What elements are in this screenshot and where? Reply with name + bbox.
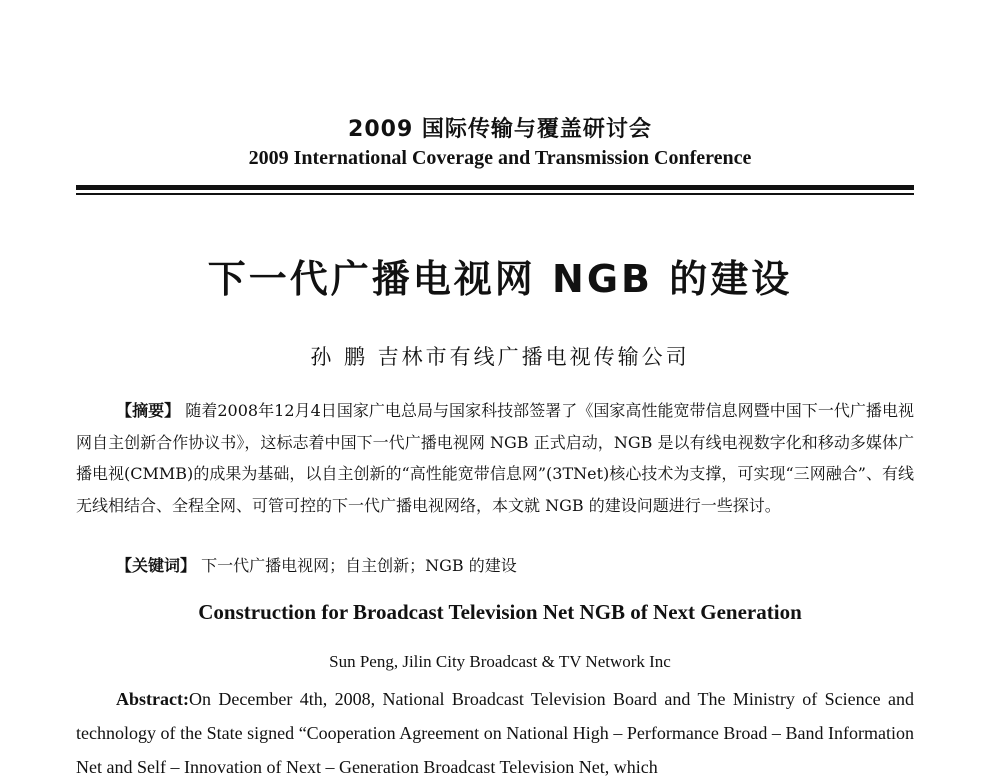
abstract-cn <box>76 395 914 521</box>
abstract-en-text: On December 4th, 2008, National Broadcast Television Board and The Ministry of Science and technology of the State signed “Cooperation Agreement on National High – Performance Broad – Band Information Net and Self – Innovation of Next – Generation Broadcast Television Net, which <box>76 689 914 777</box>
conference-title-cn: 2009 国际传输与覆盖研讨会 <box>348 117 652 142</box>
keywords-cn-text: 下一代广播电视网；自主创新；NGB 的建设 <box>201 556 517 575</box>
keywords-cn <box>76 553 914 576</box>
abstract-en <box>76 682 914 784</box>
author-en: Sun Peng, Jilin City Broadcast & TV Network Inc <box>329 652 671 671</box>
abstract-cn-label: 【摘要】 <box>116 401 181 420</box>
author-cn: 孙 鹏 吉林市有线广播电视传输公司 <box>310 345 690 369</box>
abstract-en-label: Abstract: <box>116 689 189 709</box>
paper-title-en: Construction for Broadcast Television Net NGB of Next Generation <box>198 600 802 624</box>
header-rule-thick <box>76 185 914 190</box>
conference-title-en: 2009 International Coverage and Transmission Conference <box>248 147 752 169</box>
keywords-cn-label: 【关键词】 <box>116 556 197 575</box>
header-rule-thin <box>76 193 914 195</box>
abstract-cn-text: 随着2008年12月4日国家广电总局与国家科技部签署了《国家高性能宽带信息网暨中国下一代广播电视网自主创新合作协议书》，这标志着中国下一代广播电视网 NGB 正式启动，NGB 是以有线电视数字化和移动多媒体广播电视(CMMB)的成果为基础，以自主创新的“高性能宽带信息网”(3TNet)核心技术为支撑，可实现“三网融合”、有线无线相结合、全程全网、可管可控的下一代广播电视网络，本文就 NGB 的建设问题进行一些探讨。 <box>76 401 914 515</box>
paper-title-cn: 下一代广播电视网 NGB 的建设 <box>207 257 793 301</box>
